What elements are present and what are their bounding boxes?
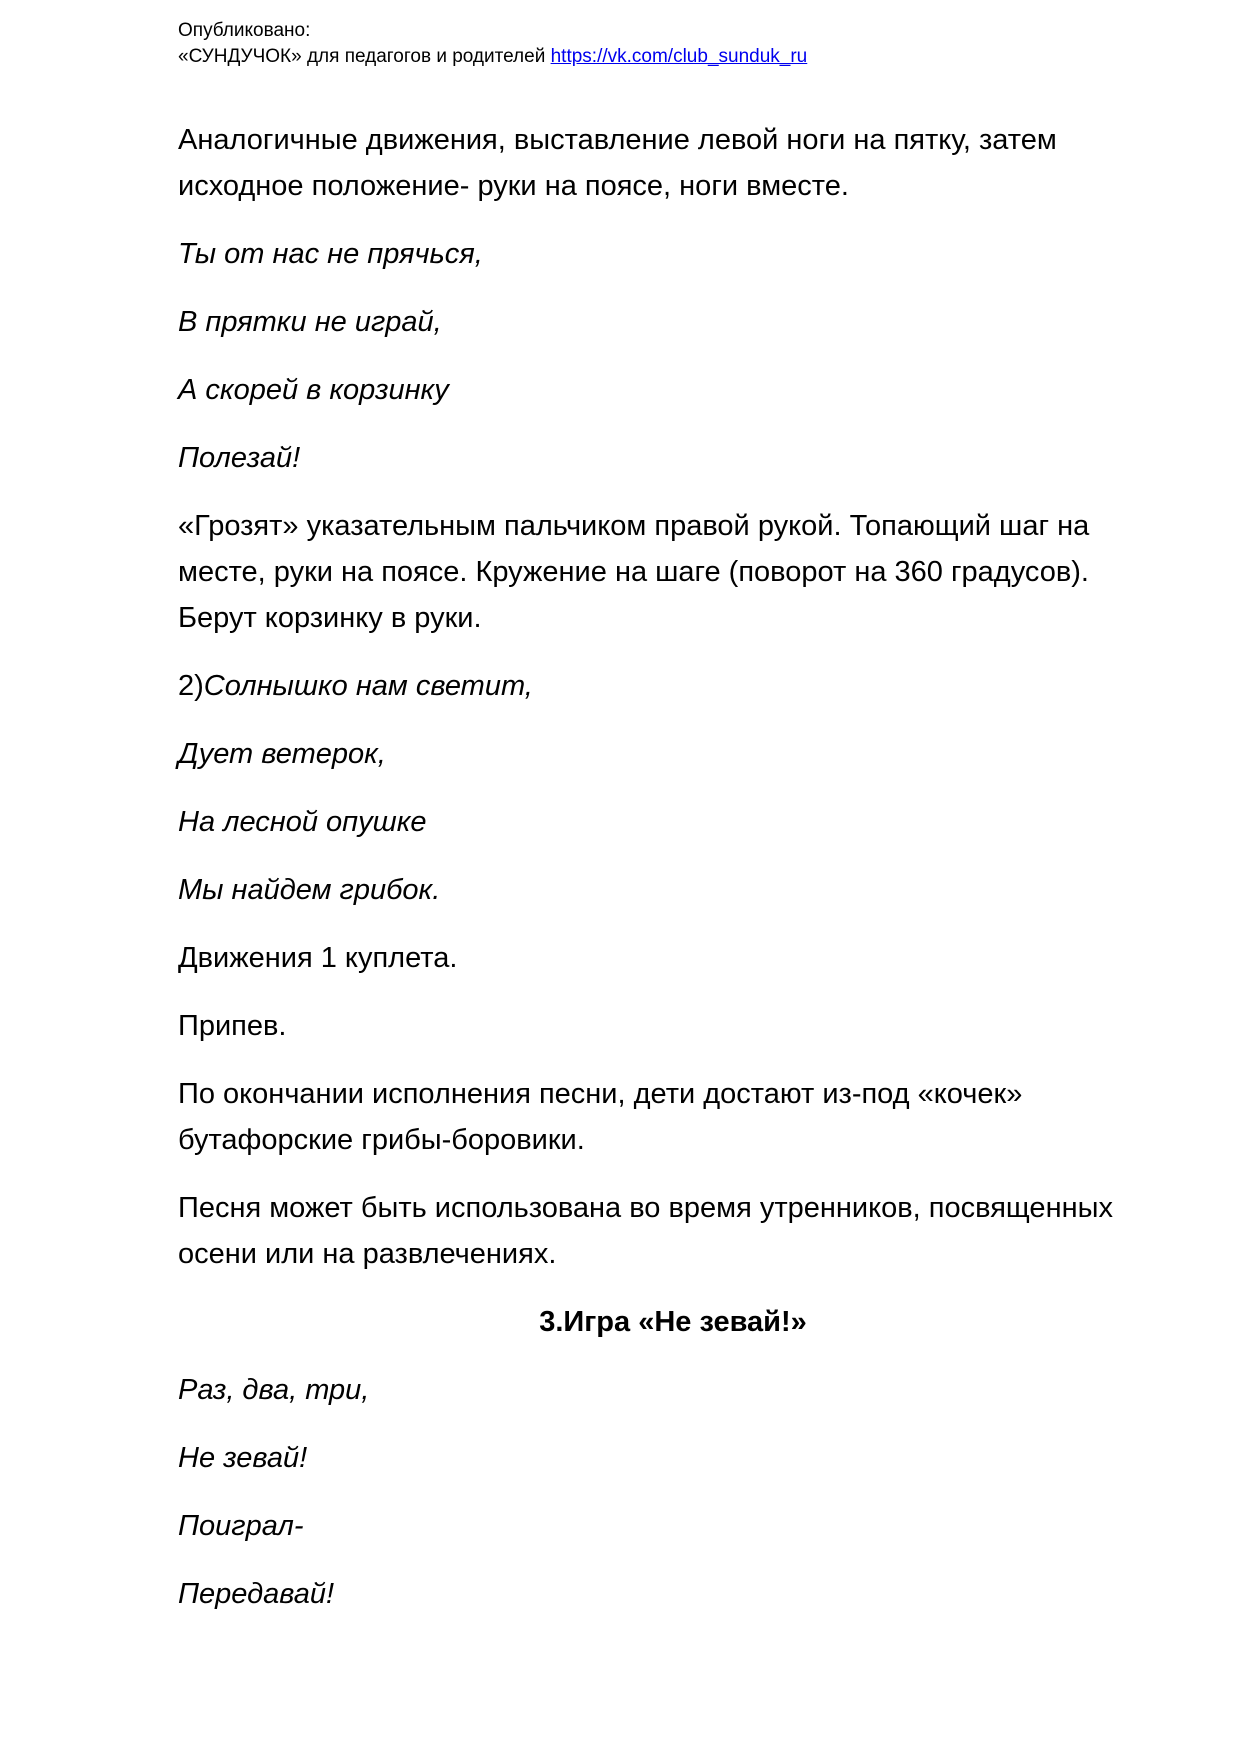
paragraph: Движения 1 куплета. [178,942,458,974]
paragraph: Песня может быть использована во время утренников, посвященных осени или на развлечениях. [178,1192,1113,1270]
publication-header [178,18,807,70]
verse-line: На лесной опушке [178,806,427,838]
paragraph: «Грозят» указательным пальчиком правой рукой. Топающий шаг на месте, руки на поясе. Кружение на шаге (поворот на 360 градусов). Берут корзинку в руки. [178,510,1090,634]
vk-club-link[interactable]: https://vk.com/club_sunduk_ru [550,46,808,67]
section-heading: 3.Игра «Не зевай!» [539,1306,807,1338]
publisher-line [178,44,807,70]
verse-line: Поиграл- [178,1510,304,1542]
verse-line: Раз, два, три, [178,1374,370,1406]
verse-line: Ты от нас не прячься, [178,238,483,270]
published-label: Опубликовано: [178,20,311,41]
verse-line: Мы найдем грибок. [178,874,441,906]
verse-line: Полезай! [178,442,301,474]
verse-line-numbered [178,663,1168,709]
paragraph: По окончании исполнения песни, дети достают из-под «кочек» бутафорские грибы-боровики. [178,1078,1023,1156]
verse-line: Дует ветерок, [178,738,386,770]
paragraph: Припев. [178,1010,287,1042]
verse-line: Передавай! [178,1578,335,1610]
verse-text: Солнышко нам светит, [203,670,533,702]
verse-line: В прятки не играй, [178,306,442,338]
verse-number: 2) [178,670,204,702]
paragraph: Аналогичные движения, выставление левой ноги на пятку, затем исходное положение- руки на поясе, ноги вместе. [178,124,1057,202]
verse-line: А скорей в корзинку [178,374,449,406]
document-body [178,117,1168,1639]
verse-line: Не зевай! [178,1442,308,1474]
publisher-text: «СУНДУЧОК» для педагогов и родителей [178,46,551,67]
